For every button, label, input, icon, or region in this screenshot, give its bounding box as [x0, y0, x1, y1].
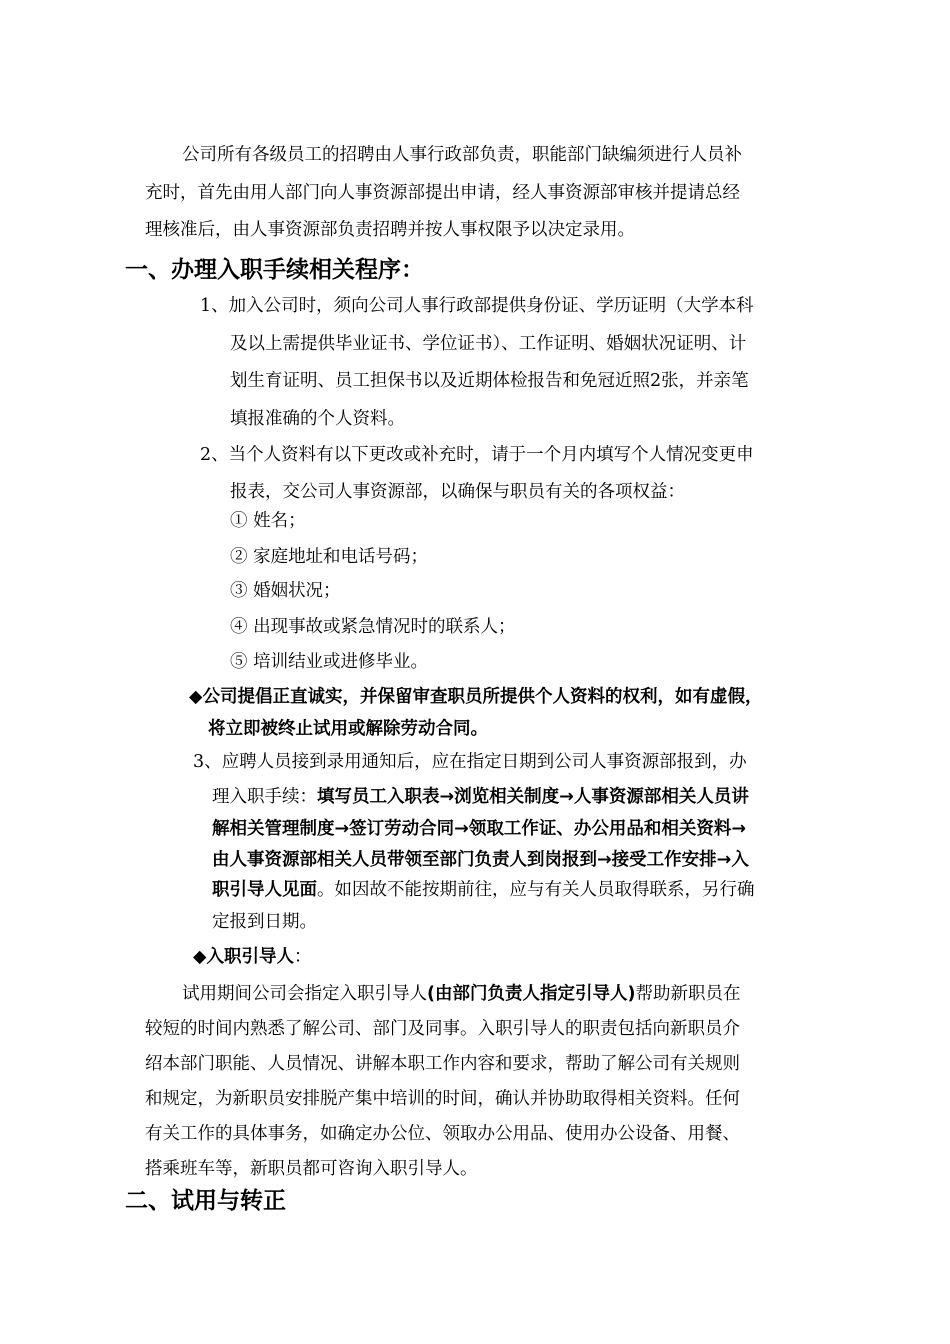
section-1-heading: 一、办理入职手续相关程序： — [125, 257, 424, 283]
intro-line-3: 理核准后，由人事资源部负责招聘并按人事权限予以决定录用。 — [145, 220, 635, 240]
guide-para-line-2: 较短的时间内熟悉了解公司、部门及同事。入职引导人的职责包括向新职员介 — [145, 1019, 740, 1039]
item-3-line-2-plain: 理入职手续： — [212, 787, 317, 807]
section-2-heading: 二、试用与转正 — [125, 1188, 286, 1214]
intro-line-2: 充时，首先由用人部门向人事资源部提出申请，经人事资源部审核并提请总经 — [145, 183, 740, 203]
notice-line-2: 将立即被终止试用或解除劳动合同。 — [208, 719, 488, 739]
item-1-line-2: 及以上需提供毕业证书、学位证书）、工作证明、婚姻状况证明、计 — [230, 334, 747, 354]
item-2-line-1: 2、当个人资料有以下更改或补充时，请于一个月内填写个人情况变更申 — [200, 445, 754, 465]
item-3-line-5 — [212, 879, 755, 901]
item-3-line-5-plain: 。如因故不能按期前往，应与有关人员取得联系，另行确 — [317, 880, 755, 900]
sub-item-marital: ③ 婚姻状况； — [230, 581, 341, 601]
item-3-line-6: 定报到日期。 — [212, 912, 317, 932]
guide-para-line-3: 绍本部门职能、人员情况、讲解本职工作内容和要求，帮助了解公司有关规则 — [145, 1054, 740, 1074]
item-3-line-2 — [212, 786, 749, 808]
item-3-line-3: 解相关管理制度→签订劳动合同→领取工作证、办公用品和相关资料→ — [212, 819, 746, 839]
sub-item-contact: ④ 出现事故或紧急情况时的联系人； — [230, 617, 516, 637]
notice-line-1: ◆公司提倡正直诚实，并保留审查职员所提供个人资料的权利，如有虚假， — [189, 687, 763, 707]
sub-item-name: ① 姓名； — [230, 511, 306, 531]
item-1-line-1: 1、加入公司时，须向公司人事行政部提供身份证、学历证明（大学本科 — [200, 296, 754, 316]
guide-heading-colon: ： — [293, 947, 312, 967]
sub-item-address: ② 家庭地址和电话号码； — [230, 547, 429, 567]
item-3-line-1: 3、应聘人员接到录用通知后，应在指定日期到公司人事资源部报到，办 — [193, 752, 747, 772]
item-2-line-2: 报表，交公司人事资源部，以确保与职员有关的各项权益： — [230, 482, 685, 502]
guide-heading — [193, 946, 311, 968]
guide-heading-bold: ◆入职引导人 — [193, 947, 294, 967]
item-3-line-5-bold: 职引导人见面 — [212, 880, 317, 900]
guide-para-line-1-bold: (由部门负责人指定引导人) — [427, 984, 636, 1004]
guide-para-line-6: 搭乘班车等，新职员都可咨询入职引导人。 — [145, 1159, 478, 1179]
guide-para-line-1-a: 试用期间公司会指定入职引导人 — [182, 984, 427, 1004]
guide-para-line-5: 有关工作的具体事务，如确定办公位、领取办公用品、使用办公设备、用餐、 — [145, 1124, 740, 1144]
guide-para-line-1 — [182, 983, 741, 1005]
item-3-line-2-bold: 填写员工入职表→浏览相关制度→人事资源部相关人员讲 — [317, 787, 749, 807]
item-1-line-3: 划生育证明、员工担保书以及近期体检报告和免冠近照2张，并亲笔 — [230, 371, 749, 391]
guide-para-line-4: 和规定，为新职员安排脱产集中培训的时间，确认并协助取得相关资料。任何 — [145, 1089, 740, 1109]
intro-line-1: 公司所有各级员工的招聘由人事行政部负责，职能部门缺编须进行人员补 — [182, 145, 742, 165]
item-1-line-4: 填报准确的个人资料。 — [230, 409, 405, 429]
item-3-line-4: 由人事资源部相关人员带领至部门负责人到岗报到→接受工作安排→入 — [212, 850, 749, 870]
sub-item-training: ⑤ 培训结业或进修毕业。 — [230, 652, 429, 672]
guide-para-line-1-b: 帮助新职员在 — [635, 984, 741, 1004]
